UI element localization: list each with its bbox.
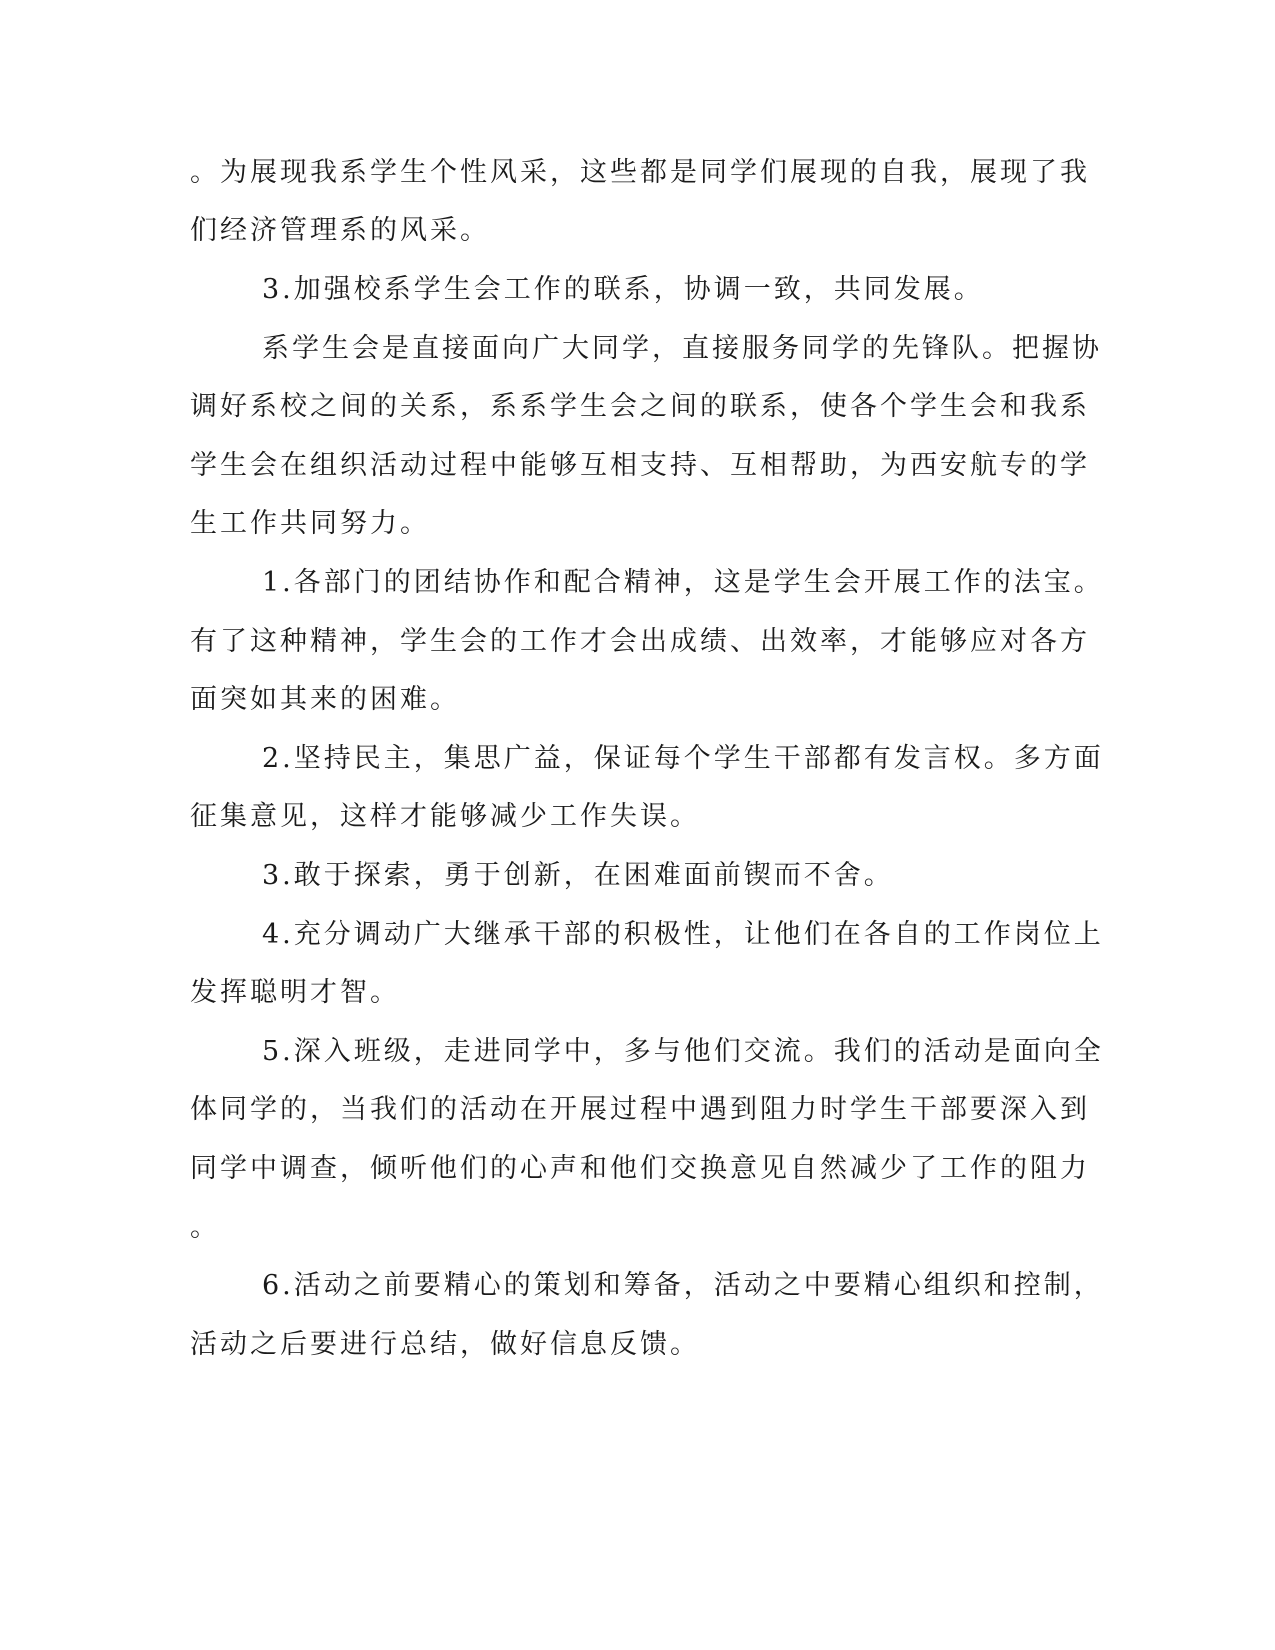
text-line: 们经济管理系的风采。 xyxy=(190,215,490,246)
text-line: 生工作共同努力。 xyxy=(190,508,430,539)
text-line: 2.坚持民主，集思广益，保证每个学生干部都有发言权。多方面 xyxy=(262,743,1104,774)
text-line: 3.敢于探索，勇于创新，在困难面前锲而不舍。 xyxy=(262,860,894,891)
text-line: 体同学的，当我们的活动在开展过程中遇到阻力时学生干部要深入到 xyxy=(190,1094,1090,1125)
text-line: 5.深入班级，走进同学中，多与他们交流。我们的活动是面向全 xyxy=(262,1036,1104,1067)
text-line: 发挥聪明才智。 xyxy=(190,977,400,1008)
text-line: 同学中调查，倾听他们的心声和他们交换意见自然减少了工作的阻力 xyxy=(190,1153,1090,1184)
text-line: 系学生会是直接面向广大同学，直接服务同学的先锋队。把握协 xyxy=(262,333,1102,364)
text-line: 6.活动之前要精心的策划和筹备，活动之中要精心组织和控制， xyxy=(262,1270,1104,1301)
text-line: 学生会在组织活动过程中能够互相支持、互相帮助，为西安航专的学 xyxy=(190,450,1090,481)
text-line: 1.各部门的团结协作和配合精神，这是学生会开展工作的法宝。 xyxy=(262,567,1104,598)
text-line: 征集意见，这样才能够减少工作失误。 xyxy=(190,801,700,832)
text-line: 调好系校之间的关系，系系学生会之间的联系，使各个学生会和我系 xyxy=(190,391,1090,422)
text-line: 3.加强校系学生会工作的联系，协调一致，共同发展。 xyxy=(262,274,984,305)
text-line: 有了这种精神，学生会的工作才会出成绩、出效率，才能够应对各方 xyxy=(190,626,1090,657)
text-line: 。 xyxy=(190,1212,220,1243)
text-line: 。为展现我系学生个性风采，这些都是同学们展现的自我，展现了我 xyxy=(190,157,1090,188)
text-line: 活动之后要进行总结，做好信息反馈。 xyxy=(190,1329,700,1360)
text-line: 面突如其来的困难。 xyxy=(190,684,460,715)
text-line: 4.充分调动广大继承干部的积极性，让他们在各自的工作岗位上 xyxy=(262,919,1104,950)
